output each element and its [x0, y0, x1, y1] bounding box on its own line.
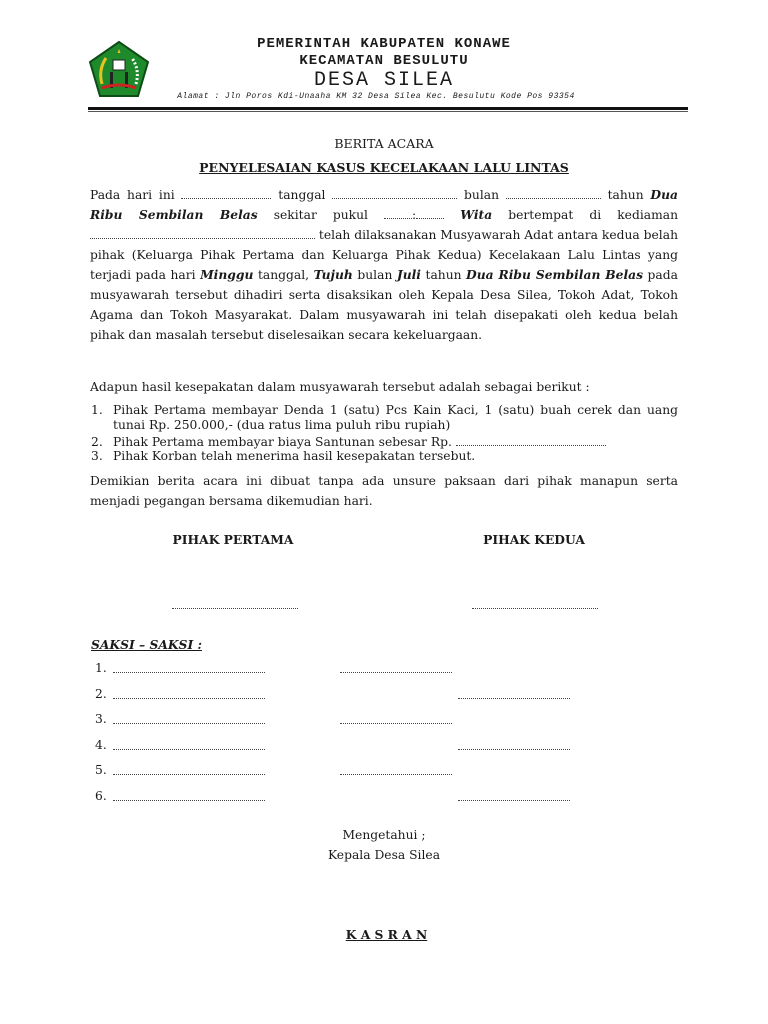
blank-field — [384, 208, 412, 219]
party-one-label: PIHAK PERTAMA — [172, 532, 294, 547]
blank-field — [416, 208, 444, 219]
witness-number: 6. — [95, 789, 107, 803]
emphasis-text: Dua Ribu Sembilan Belas — [90, 187, 678, 222]
witness-name-line — [113, 773, 265, 775]
item-text: Pihak Korban telah menerima hasil kesepakatan tersebut. — [113, 449, 476, 463]
witness-name-line — [113, 722, 265, 724]
witness-signature-line — [340, 671, 452, 673]
witnesses-title: SAKSI – SAKSI : — [91, 637, 203, 652]
witness-number: 2. — [95, 686, 107, 701]
party-two-label: PIHAK KEDUA — [483, 532, 585, 547]
party-two-signature-line — [472, 607, 598, 609]
paragraph-text: bulan — [457, 188, 506, 202]
paragraph-text: pada musyawarah tersebut dihadiri serta disaksikan oleh Kepala Desa Silea, Tokoh Adat, Tokoh Agama dan Tokoh Masyarakat. Dalam musyawarah ini telah disepakati oleh kedua belah pihak dan masalah tersebut diselesaikan secara kekeluargaan. — [90, 268, 678, 342]
witness-number: 5. — [95, 763, 107, 778]
witness-name-line — [113, 671, 265, 673]
closing-paragraph: Demikian berita acara ini dibuat tanpa ada unsure paksaan dari pihak manapun serta menjadi pegangan bersama dikemudian hari. — [90, 474, 678, 508]
village-head-name: K A S R A N — [345, 927, 428, 942]
paragraph-text: tanggal, — [253, 268, 314, 282]
agreement-item — [91, 435, 678, 450]
agreement-intro: Adapun hasil kesepakatan dalam musyawarah tersebut adalah sebagai berikut : — [90, 380, 590, 394]
opening-paragraph — [90, 185, 678, 345]
blank-field — [332, 188, 457, 199]
witness-number: 4. — [95, 737, 107, 752]
blank-field — [456, 435, 606, 446]
agreement-item — [91, 403, 678, 433]
witness-signature-line — [458, 799, 570, 801]
paragraph-text: : — [412, 208, 417, 222]
emphasis-text: Minggu — [200, 267, 254, 282]
emphasis-text: Juli — [396, 267, 421, 282]
witness-signature-line — [340, 773, 452, 775]
header-divider — [88, 107, 688, 110]
village-head-title: Kepala Desa Silea — [327, 848, 441, 862]
paragraph-text: tanggal — [271, 188, 333, 202]
item-text: Pihak Pertama membayar Denda 1 (satu) Pcs Kain Kaci, 1 (satu) buah cerek dan uang tunai Rp. 250.000,- (dua ratus lima puluh ribu rupiah) — [113, 403, 678, 432]
witness-number: 1. — [95, 661, 107, 675]
header-village: DESA SILEA — [313, 69, 455, 92]
blank-field — [181, 188, 271, 199]
emphasis-text: Wita — [460, 207, 493, 222]
witness-signature-line — [458, 697, 570, 699]
paragraph-text: bulan — [352, 268, 397, 282]
witness-signature-line — [458, 748, 570, 750]
item-text: Pihak Pertama membayar biaya Santunan sebesar Rp. — [113, 435, 456, 449]
witness-signature-line — [340, 722, 452, 724]
document-subtitle: PENYELESAIAN KASUS KECELAKAAN LALU LINTAS — [199, 160, 569, 175]
document-title: BERITA ACARA — [334, 136, 434, 151]
blank-field — [506, 188, 601, 199]
paragraph-text: telah dilaksanakan Musyawarah Adat antara kedua belah pihak (Keluarga Pihak Pertama dan Keluarga Pihak Kedua) Kecelakaan Lalu Lintas yang terjadi pada hari — [90, 228, 678, 282]
emphasis-text: Tujuh — [313, 267, 353, 282]
agreement-item — [91, 449, 678, 464]
witness-name-line — [113, 799, 265, 801]
item-number: 1. — [91, 403, 103, 417]
header-district: KECAMATAN BESULUTU — [299, 53, 469, 69]
blank-field — [90, 228, 315, 239]
acknowledge-label: Mengetahui ; — [342, 828, 426, 842]
paragraph-text: tahun — [600, 188, 651, 202]
paragraph-text: Pada hari ini — [90, 188, 182, 202]
header-divider-thin — [88, 111, 688, 112]
item-number: 3. — [91, 449, 103, 463]
paragraph-text: sekitar pukul — [257, 208, 385, 222]
paragraph-text: tahun — [420, 268, 467, 282]
witness-name-line — [113, 748, 265, 750]
emphasis-text: Dua Ribu Sembilan Belas — [466, 267, 644, 282]
paragraph-text — [444, 208, 460, 222]
header-address: Alamat : Jln Poros Kdi-Unaaha KM 32 Desa Silea Kec. Besulutu Kode Pos 93354 — [177, 92, 575, 101]
party-one-signature-line — [172, 607, 298, 609]
item-number: 2. — [91, 435, 103, 449]
witness-number: 3. — [95, 712, 107, 727]
witness-name-line — [113, 697, 265, 699]
header-government: PEMERINTAH KABUPATEN KONAWE — [257, 36, 511, 52]
paragraph-text: bertempat di kediaman — [492, 208, 678, 222]
